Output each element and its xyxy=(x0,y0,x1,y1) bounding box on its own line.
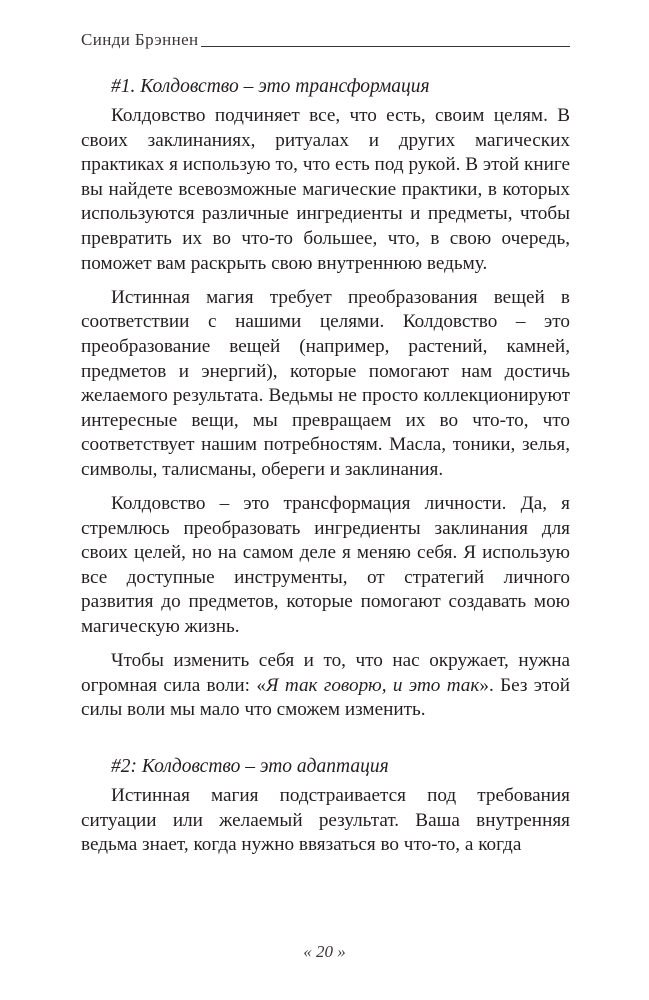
paragraph-with-quote xyxy=(81,649,570,723)
paragraph: Истинная магия подстраивается под требования ситуации или желаемый результат. Ваша внутренняя ведьма знает, когда нужно ввязаться во что-то, а когда xyxy=(81,785,570,856)
paragraph: Колдовство – это трансформация личности. Да, я стремлюсь преобразовать ингредиенты заклинания для своих целей, но на самом деле я меняю себя. Я использую все доступные инструменты, от стратегий личного развития до предметов, которые помогают создавать мою магическую жизнь. xyxy=(81,493,570,638)
italic-quote: Я так говорю, и это так xyxy=(265,674,480,696)
page-body xyxy=(81,74,570,858)
paragraph: Истинная магия требует преобразования вещей в соответствии с нашими целями. Колдовство – это преобразование вещей (например, растений, камней, предметов и энергий), которые помогают нам достичь желаемого результата. Ведьмы не просто коллекционируют интересные вещи, мы превращаем их во что-то, что соответствует нашим потребностям. Масла, тоники, зелья, символы, талисманы, обереги и заклинания. xyxy=(81,286,570,480)
section-heading-1: #1. Колдовство – это трансформация xyxy=(111,76,430,97)
author-name: Синди Брэннен xyxy=(81,30,199,49)
section-heading-2: #2: Колдовство – это адаптация xyxy=(111,756,389,778)
paragraph-text: ». Без этой силы воли мы мало что сможем изменить. xyxy=(81,674,571,721)
paragraph-text: Чтобы изменить себя и то, что нас окружает, нужна огромная сила воли: « xyxy=(81,650,570,696)
page-number: « 20 » xyxy=(303,942,346,961)
running-header xyxy=(81,30,570,50)
header-rule xyxy=(201,46,570,47)
paragraph: Колдовство подчиняет все, что есть, своим целям. В своих заклинаниях, ритуалах и других магических практиках я использую то, что есть под рукой. В этой книге вы найдете всевозможные магические практики, в которых используются различные ингредиенты и предметы, чтобы превратить их во что-то большее, что, в свою очередь, поможет вам раскрыть свою внутреннюю ведьму. xyxy=(81,105,570,274)
